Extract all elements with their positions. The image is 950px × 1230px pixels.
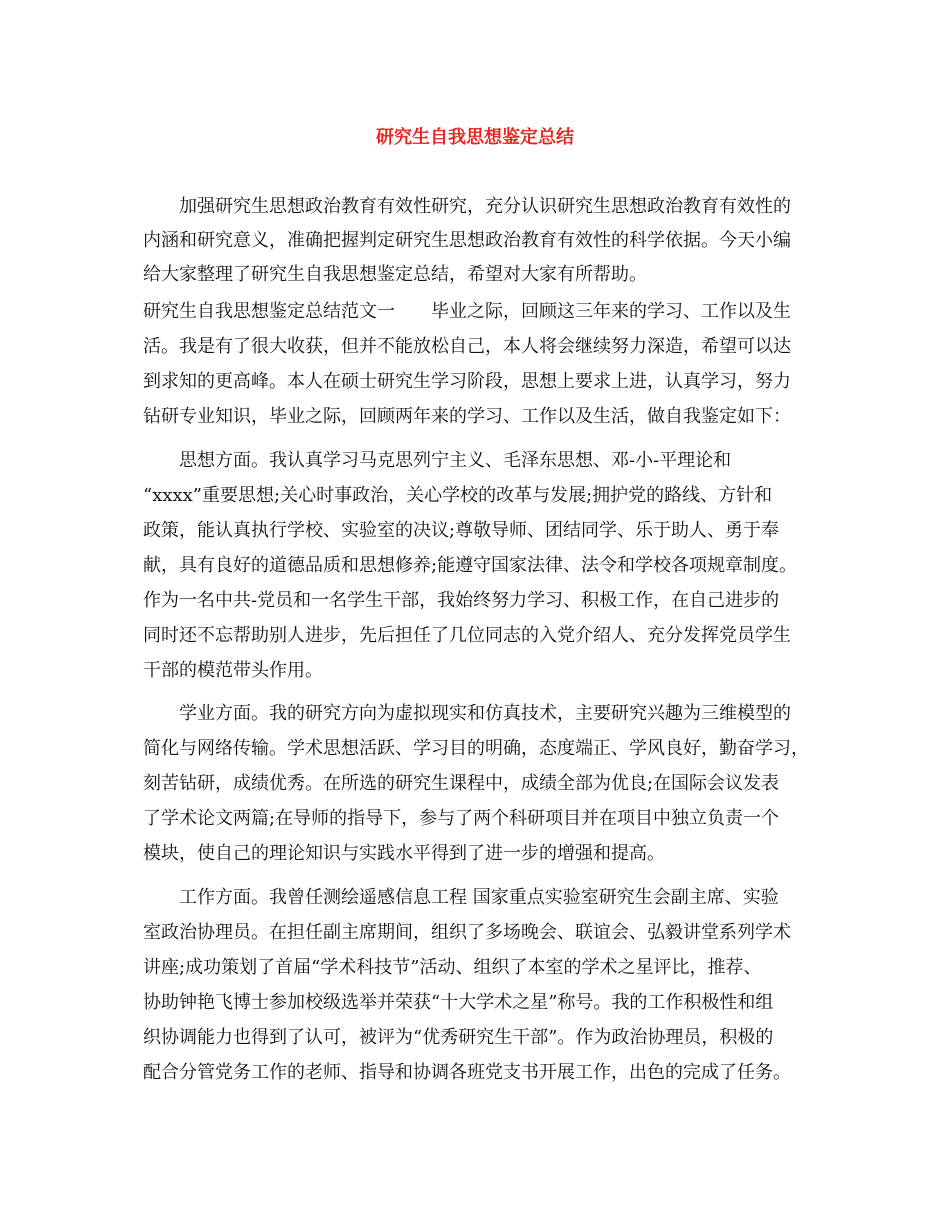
text-line: 给大家整理了研究生自我思想鉴定总结，希望对大家有所帮助。	[143, 264, 647, 285]
text-line: 研究生自我思想鉴定总结范文一 毕业之际，回顾这三年来的学习、工作以及生	[143, 301, 791, 322]
text-line: 思想方面。我认真学习马克思列宁主义、毛泽东思想、邓-小-平理论和	[143, 450, 732, 471]
document-title: 研究生自我思想鉴定总结	[376, 127, 574, 148]
text-line: 内涵和研究意义，准确把握判定研究生思想政治教育有效性的科学依据。今天小编	[143, 230, 791, 251]
text-line: 简化与网络传输。学术思想活跃、学习目的明确，态度端正、学风良好，勤奋学习，	[143, 738, 809, 759]
text-line: “xxxx”重要思想;关心时事政治，关心学校的改革与发展;拥护党的路线、方针和	[143, 485, 773, 506]
text-line: 加强研究生思想政治教育有效性研究，充分认识研究生思想政治教育有效性的	[143, 196, 791, 217]
text-line: 讲座;成功策划了首届“学术科技节”活动、组织了本室的学术之星评比，推荐、	[143, 957, 762, 978]
text-line: 政策，能认真执行学校、实验室的决议;尊敬导师、团结同学、乐于助人、勇于奉	[143, 520, 780, 541]
text-line: 工作方面。我曾任测绘遥感信息工程 国家重点实验室研究生会副主席、实验	[143, 887, 779, 908]
text-line: 钻研专业知识，毕业之际，回顾两年来的学习、工作以及生活，做自我鉴定如下：	[143, 406, 791, 427]
text-line: 室政治协理员。在担任副主席期间，组织了多场晚会、联谊会、弘毅讲堂系列学术	[143, 922, 791, 943]
text-line: 献，具有良好的道德品质和思想修养;能遵守国家法律、法令和学校各项规章制度。	[143, 555, 798, 576]
text-line: 织协调能力也得到了认可，被评为“优秀研究生干部”。作为政治协理员，积极的	[143, 1027, 774, 1048]
text-line: 同时还不忘帮助别人进步，先后担任了几位同志的入党介绍人、充分发挥党员学生	[143, 625, 791, 646]
text-line: 学业方面。我的研究方向为虚拟现实和仿真技术，主要研究兴趣为三维模型的	[143, 703, 791, 724]
text-line: 协助钟艳飞博士参加校级选举并荣获“十大学术之星”称号。我的工作积极性和组	[143, 992, 774, 1013]
text-line: 模块，使自己的理论知识与实践水平得到了进一步的增强和提高。	[143, 843, 665, 864]
text-line: 干部的模范带头作用。	[143, 660, 323, 681]
text-line: 刻苦钻研，成绩优秀。在所选的研究生课程中，成绩全部为优良;在国际会议发表	[143, 773, 780, 794]
text-line: 到求知的更高峰。本人在硕士研究生学习阶段，思想上要求上进，认真学习，努力	[143, 371, 791, 392]
text-line: 配合分管党务工作的老师、指导和协调各班党支书开展工作，出色的完成了任务。	[143, 1062, 791, 1083]
text-line: 活。我是有了很大收获，但并不能放松自己，本人将会继续努力深造，希望可以达	[143, 336, 791, 357]
text-line: 了学术论文两篇;在导师的指导下，参与了两个科研项目并在项目中独立负责一个	[143, 808, 780, 829]
text-line: 作为一名中共-党员和一名学生干部，我始终努力学习、积极工作，在自己进步的	[143, 590, 780, 611]
